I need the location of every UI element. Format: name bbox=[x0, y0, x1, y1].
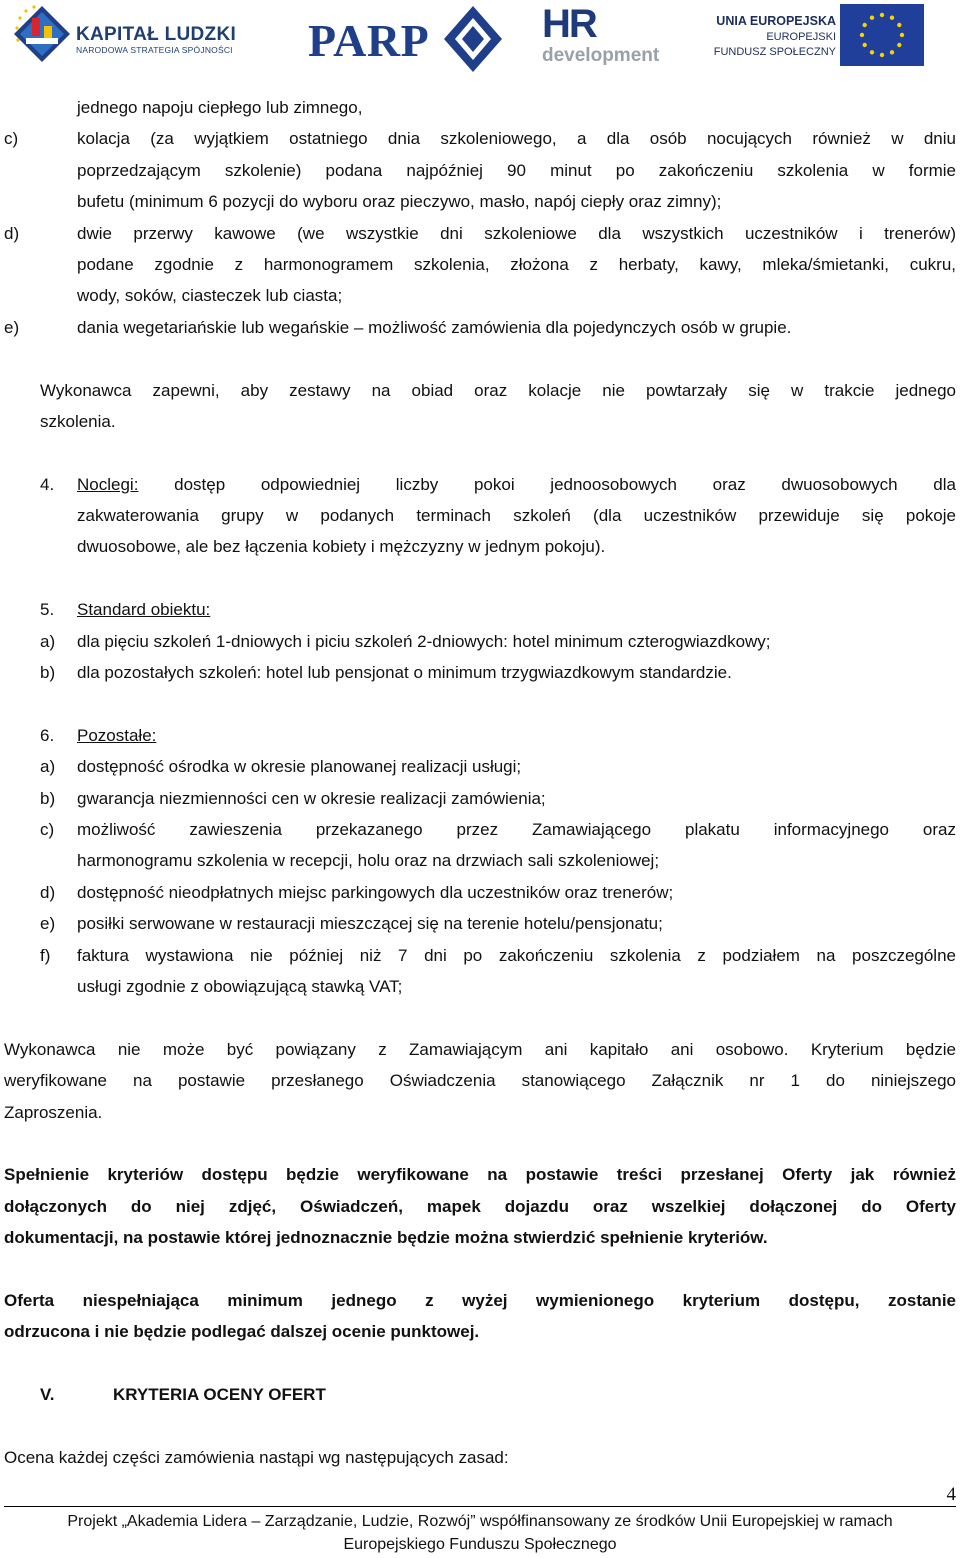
section-v-title: KRYTERIA OCENY OFERT bbox=[113, 1385, 326, 1405]
section-6-number: 6. bbox=[40, 725, 55, 745]
menu-paragraph-line2: szkolenia. bbox=[40, 411, 116, 431]
eval-paragraph: Ocena każdej części zamówienia nastąpi wg następujących zasad: bbox=[4, 1447, 509, 1467]
document-body bbox=[4, 96, 956, 1477]
section-6-item-f: f) faktura wystawiona nie później niż 7 dni po zakończeniu szkolenia z podziałem na poszczególne bbox=[40, 945, 956, 965]
footer-line1: Projekt „Akademia Lidera – Zarządzanie, Ludzie, Rozwój” współfinansowany ze środków Unii Europejskiej w ramach bbox=[67, 1513, 893, 1530]
conflict-paragraph-line2: weryfikowane na postawie przesłanego Oświadczenia stanowiącego Załącznik nr 1 do niniejszego bbox=[4, 1071, 956, 1091]
verify-paragraph-line3: dokumentacji, na postawie której jednoznacznie będzie można stwierdzić spełnienie kryteriów. bbox=[4, 1228, 768, 1248]
ue-text-3: FUNDUSZ SPOŁECZNY bbox=[713, 46, 836, 58]
spacer bbox=[4, 441, 956, 472]
list-item-c-line3: bufetu (minimum 6 pozycji do wyboru oraz pieczywo, masło, napój ciepły oraz zimny); bbox=[77, 192, 722, 212]
section-6-item-e: e) posiłki serwowane w restauracji mieszczącej się na terenie hotelu/pensjonatu; bbox=[40, 914, 663, 934]
section-4: 4. Noclegi: dostęp odpowiedniej liczby pokoi jednoosobowych oraz dwuosobowych dla bbox=[4, 473, 956, 504]
hr-development-logo bbox=[540, 4, 685, 72]
list-item-c-line2: poprzedzającym szkolenie) podana najpóźniej 90 minut po zakończeniu szkolenia w formie bbox=[77, 160, 956, 180]
section-6-item-c-line2: harmonogramu szkolenia w recepcji, holu oraz na drzwiach sali szkoleniowej; bbox=[77, 851, 660, 871]
hr-letters: HR bbox=[542, 2, 596, 46]
section-v-number: V. bbox=[40, 1385, 55, 1405]
section-4-line2: zakwaterowania grupy w podanych terminach szkoleń (dla uczestników przewiduje się pokoje bbox=[77, 506, 956, 526]
menu-paragraph-line1: Wykonawca zapewni, aby zestawy na obiad oraz kolacje nie powtarzały się w trakcie jednego bbox=[40, 380, 956, 400]
verify-paragraph-line1: Spełnienie kryteriów dostępu będzie weryfikowane na postawie treści przesłanej Oferty jak również bbox=[4, 1165, 956, 1185]
section-6 bbox=[4, 724, 956, 755]
section-6-item-c: c) możliwość zawieszenia przekazanego przez Zamawiającego plakatu informacyjnego oraz bbox=[40, 819, 956, 839]
list-item-c: c) kolacja (za wyjątkiem ostatniego dnia szkoleniowego, a dla osób nocujących również w dniu bbox=[4, 129, 956, 149]
section-4-line3: dwuosobowe, ale bez łączenia kobiety i mężczyzny w jednym pokoju). bbox=[77, 537, 606, 557]
conflict-paragraph-line3: Zaproszenia. bbox=[4, 1102, 103, 1122]
section-6-item-a: a) dostępność ośrodka w okresie planowanej realizacji usługi; bbox=[40, 757, 522, 777]
section-4-title: Noclegi: bbox=[77, 474, 139, 494]
footer-line2: Europejskiego Funduszu Społecznego bbox=[343, 1536, 617, 1553]
conflict-paragraph-line1: Wykonawca nie może być powiązany z Zamawiającym ani kapitało ani osobowo. Kryterium będzie bbox=[4, 1039, 956, 1059]
list-item-d-line3: wody, soków, ciasteczek lub ciasta; bbox=[77, 286, 343, 306]
section-5-number: 5. bbox=[40, 600, 55, 620]
reject-paragraph-line2: odrzucona i nie będzie podlegać dalszej ocenie punktowej. bbox=[4, 1322, 480, 1342]
kapital-ludzki-emblem-icon bbox=[12, 4, 72, 66]
eu-flag-icon bbox=[840, 4, 924, 66]
parp-logo bbox=[308, 4, 508, 74]
section-5-item-a: a) dla pięciu szkoleń 1-dniowych i piciu szkoleń 2-dniowych: hotel minimum czterogwiazdkowy; bbox=[40, 631, 771, 651]
parp-wordmark: PARP bbox=[308, 15, 430, 66]
spacer bbox=[4, 347, 956, 378]
spacer bbox=[4, 1006, 956, 1037]
spacer bbox=[4, 1414, 956, 1445]
parp-diamond-icon bbox=[442, 4, 504, 74]
verify-paragraph-line2: dołączonych do niej zdjęć, Oświadczeń, mapek dojazdu oraz wszelkiej dołączonej do Oferty bbox=[4, 1196, 956, 1216]
reject-paragraph-line1: Oferta niespełniająca minimum jednego z wyżej wymienionego kryterium dostępu, zostanie bbox=[4, 1290, 956, 1310]
section-5 bbox=[4, 598, 956, 629]
spacer bbox=[4, 1352, 956, 1383]
kapital-ludzki-subtitle: NARODOWA STRATEGIA SPÓJNOŚCI bbox=[76, 45, 233, 55]
section-5-title: Standard obiektu: bbox=[77, 600, 211, 620]
spacer bbox=[4, 1257, 956, 1288]
section-6-item-f-line2: usługi zgodnie z obowiązującą stawką VAT; bbox=[77, 976, 403, 996]
spacer bbox=[4, 567, 956, 598]
ue-text-1: UNIA EUROPEJSKA bbox=[716, 14, 836, 28]
section-5-item-b: b) dla pozostałych szkoleń: hotel lub pensjonat o minimum trzygwiazdkowym standardzie. bbox=[40, 663, 732, 683]
section-6-title: Pozostałe: bbox=[77, 725, 157, 745]
unia-europejska-logo bbox=[704, 4, 924, 72]
hr-word: development bbox=[542, 45, 660, 66]
kapital-ludzki-title: KAPITAŁ LUDZKI bbox=[76, 24, 237, 45]
footer bbox=[4, 1510, 956, 1556]
list-item-e: e) dania wegetariańskie lub wegańskie – możliwość zamówienia dla pojedynczych osób w grupie. bbox=[4, 317, 792, 337]
logo-bar bbox=[0, 0, 960, 78]
spacer bbox=[4, 1132, 956, 1163]
list-item-cont: jednego napoju ciepłego lub zimnego, bbox=[77, 98, 363, 117]
section-6-item-d: d) dostępność nieodpłatnych miejsc parkingowych dla uczestników oraz trenerów; bbox=[40, 882, 674, 902]
section-v-heading bbox=[4, 1383, 956, 1414]
section-4-number: 4. bbox=[40, 474, 55, 494]
list-item-d-line2: podane zgodnie z harmonogramem szkolenia, złożona z herbaty, kawy, mleka/śmietanki, cukru, bbox=[77, 254, 956, 274]
list-item-d: d) dwie przerwy kawowe (we wszystkie dni szkoleniowe dla wszystkich uczestników i trenerów) bbox=[4, 223, 956, 243]
spacer bbox=[4, 692, 956, 723]
ue-text-2: EUROPEJSKI bbox=[766, 31, 836, 43]
section-6-item-b: b) gwarancja niezmienności cen w okresie realizacji zamówienia; bbox=[40, 788, 546, 808]
kapital-ludzki-logo bbox=[12, 4, 244, 66]
page-number: 4 bbox=[946, 1484, 956, 1505]
footer-divider bbox=[4, 1506, 956, 1507]
